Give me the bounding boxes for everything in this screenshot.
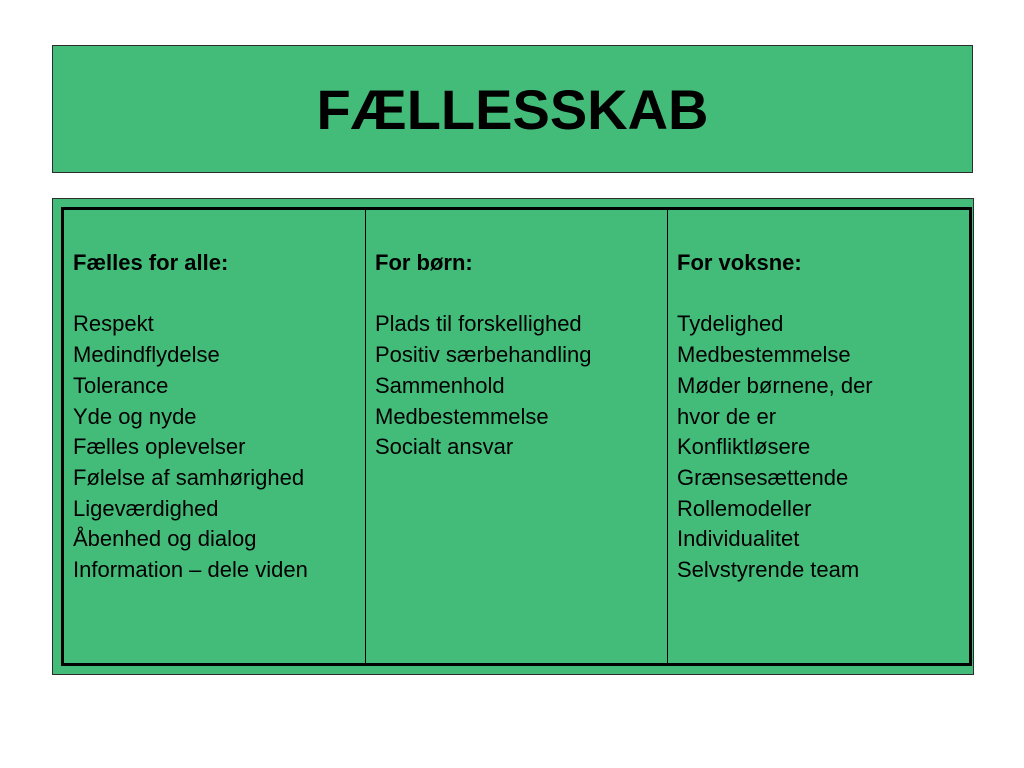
- list-item: Medbestemmelse: [677, 342, 851, 368]
- column-for-boern: [365, 210, 667, 663]
- list-item: Yde og nyde: [73, 403, 197, 429]
- community-table: [61, 207, 972, 666]
- list-item: Socialt ansvar: [375, 434, 514, 460]
- list-item: Følelse af samhørighed: [73, 464, 305, 490]
- list-item: hvor de er: [677, 403, 777, 429]
- list-item: Tydelighed: [677, 311, 784, 337]
- column-heading: Fælles for alle:: [73, 250, 229, 275]
- list-item: Selvstyrende team: [677, 557, 860, 583]
- list-item: Rollemodeller: [677, 495, 812, 521]
- list-item: Medindflydelse: [73, 342, 220, 368]
- column-faelles-for-alle: [64, 210, 365, 663]
- title-banner: [52, 45, 973, 173]
- column-heading: For børn:: [375, 250, 473, 275]
- list-item: Tolerance: [73, 372, 169, 398]
- page-title: FÆLLESSKAB: [316, 77, 709, 141]
- column-for-voksne: [667, 210, 969, 663]
- list-item: Fælles oplevelser: [73, 434, 246, 460]
- list-item: Møder børnene, der: [677, 372, 873, 398]
- list-item: Åbenhed og dialog: [73, 526, 257, 552]
- list-item: Medbestemmelse: [375, 403, 549, 429]
- list-item: Konfliktløsere: [677, 434, 811, 460]
- content-panel: [52, 198, 974, 675]
- list-item: Plads til forskellighed: [375, 311, 582, 337]
- list-item: Information – dele viden: [73, 557, 308, 583]
- list-item: Sammenhold: [375, 372, 505, 398]
- list-item: Respekt: [73, 311, 154, 337]
- list-item: Positiv særbehandling: [375, 342, 592, 368]
- list-item: Grænsesættende: [677, 464, 849, 490]
- list-item: Ligeværdighed: [73, 495, 219, 521]
- list-item: Individualitet: [677, 526, 800, 552]
- column-heading: For voksne:: [677, 250, 802, 275]
